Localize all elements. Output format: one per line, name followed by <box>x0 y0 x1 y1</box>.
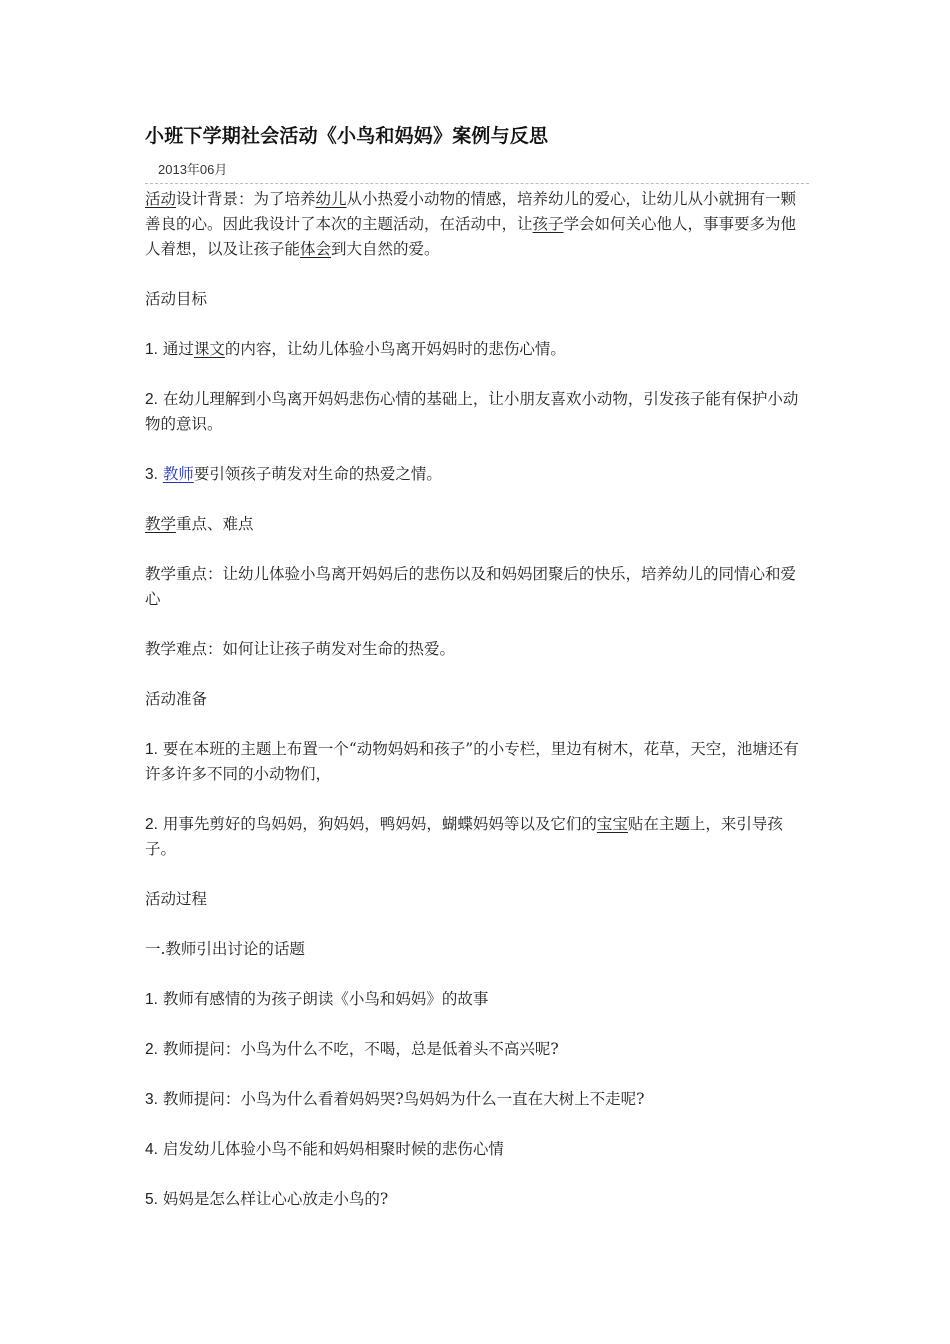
process-heading: 活动过程 <box>145 890 208 908</box>
keyword-link[interactable]: 体会 <box>300 240 332 258</box>
goal-item: 2. 在幼儿理解到小鸟离开妈妈悲伤心情的基础上，让小朋友喜欢小动物，引发孩子能有保护小动物的意识。 <box>145 390 799 433</box>
keyword-link[interactable]: 活动 <box>145 190 177 208</box>
teaching-difficulty: 教学难点：如何让让孩子萌发对生命的热爱。 <box>145 640 456 658</box>
goals-heading: 活动目标 <box>145 290 208 308</box>
keyword-link[interactable]: 教学 <box>145 515 177 533</box>
goal-item: 1. 通过课文的内容，让幼儿体验小鸟离开妈妈时的悲伤心情。 <box>145 340 566 358</box>
teacher-link[interactable]: 教师 <box>162 465 194 483</box>
keyword-link[interactable]: 幼儿 <box>315 190 347 208</box>
article-body <box>145 187 809 1237</box>
keypoints-heading: 教学重点、难点 <box>145 515 254 533</box>
preparation-item: 1. 要在本班的主题上布置一个“动物妈妈和孩子”的小专栏，里边有树木，花草，天空，池塘还有许多许多不同的小动物们， <box>145 740 799 783</box>
process-step: 3. 教师提问：小鸟为什么看着妈妈哭?鸟妈妈为什么一直在大树上不走呢? <box>145 1090 645 1108</box>
goal-item: 3. 教师要引领孩子萌发对生命的热爱之情。 <box>145 465 442 483</box>
title-divider <box>145 183 809 184</box>
process-step: 4. 启发幼儿体验小鸟不能和妈妈相聚时候的悲伤心情 <box>145 1140 504 1158</box>
background-paragraph: 活动设计背景：为了培养幼儿从小热爱小动物的情感，培养幼儿的爱心，让幼儿从小就拥有一颗善良的心。因此我设计了本次的主题活动，在活动中，让孩子学会如何关心他人，事事要多为他人着想，以及让孩子能体会到大自然的爱。 <box>145 190 797 258</box>
keyword-link[interactable]: 宝宝 <box>596 815 628 833</box>
preparation-heading: 活动准备 <box>145 690 208 708</box>
article-title: 小班下学期社会活动《小鸟和妈妈》案例与反思 <box>145 125 549 147</box>
process-step: 5. 妈妈是怎么样让心心放走小鸟的? <box>145 1190 389 1208</box>
article-date: 2013年06月 <box>158 162 228 177</box>
process-step: 2. 教师提问：小鸟为什么不吃，不喝，总是低着头不高兴呢? <box>145 1040 559 1058</box>
preparation-item: 2. 用事先剪好的鸟妈妈，狗妈妈，鸭妈妈，蝴蝶妈妈等以及它们的宝宝贴在主题上，来引导孩子。 <box>145 815 783 858</box>
teaching-focus: 教学重点：让幼儿体验小鸟离开妈妈后的悲伤以及和妈妈团聚后的快乐，培养幼儿的同情心和爱心 <box>145 565 797 608</box>
process-section-title: 一.教师引出讨论的话题 <box>145 940 305 958</box>
keyword-link[interactable]: 孩子 <box>532 215 564 233</box>
process-step: 1. 教师有感情的为孩子朗读《小鸟和妈妈》的故事 <box>145 990 489 1008</box>
keyword-link[interactable]: 课文 <box>193 340 225 358</box>
